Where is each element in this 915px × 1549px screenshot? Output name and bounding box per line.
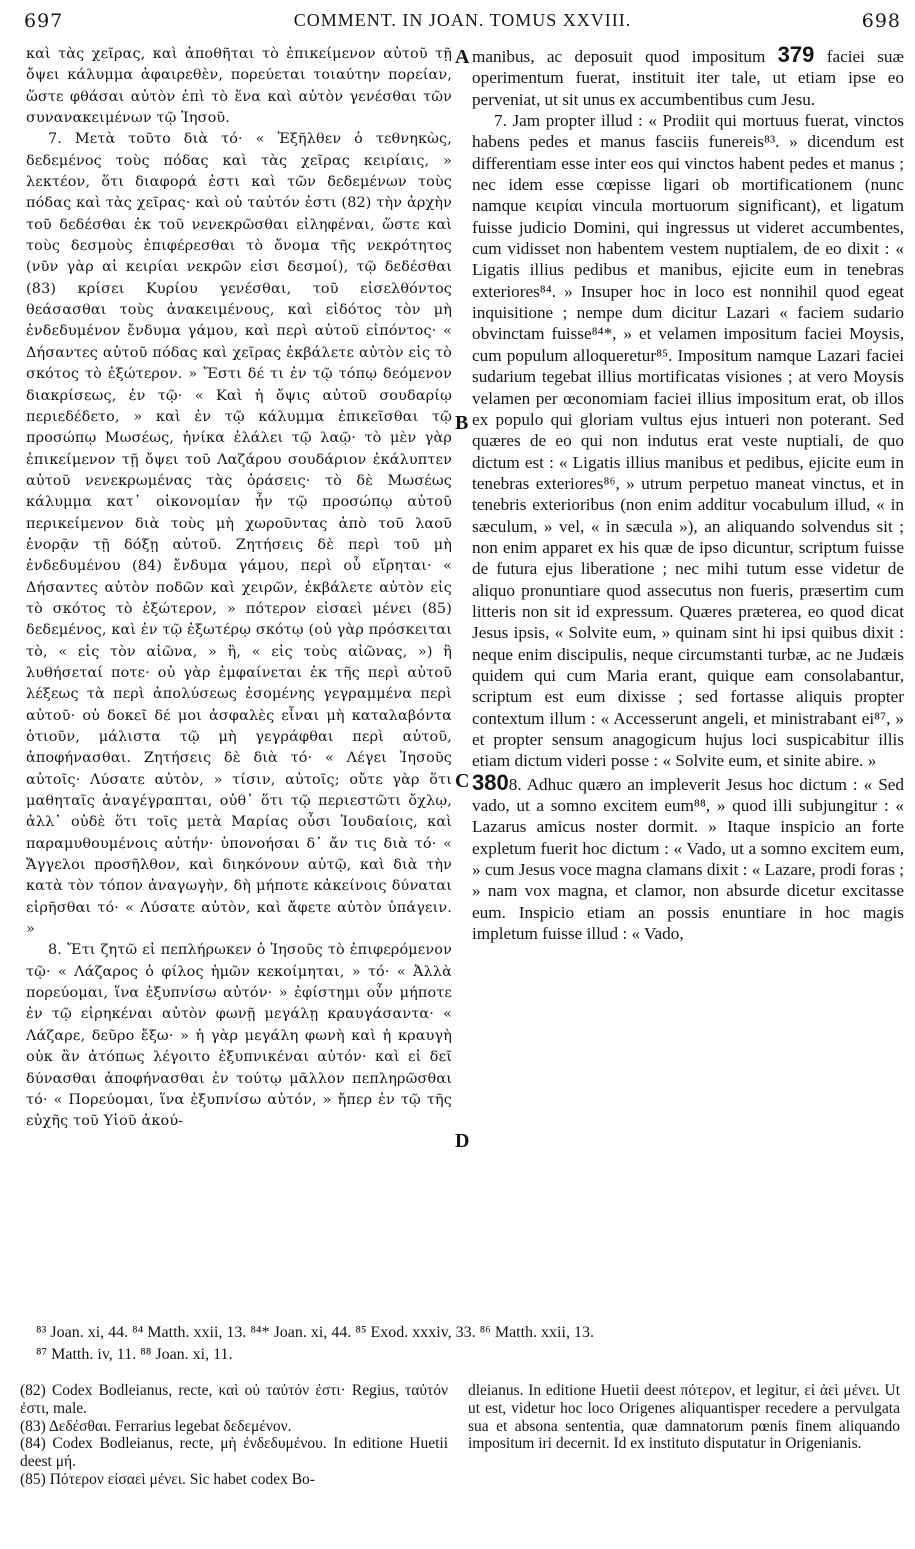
latin-paragraph-8	[472, 769, 904, 945]
column-number-379: 379	[777, 42, 815, 67]
column-number-380: 380	[472, 769, 509, 795]
margin-letter-c: C	[455, 770, 470, 792]
critical-note: (83) Δεδέσθαι. Ferrarius legebat δεδεμένον.	[20, 1417, 292, 1435]
greek-column	[26, 44, 452, 1133]
critical-note: dleianus. In editione Huetii deest πότερον, et legitur, εἰ ἀεὶ μένει. Ut ut est, videtur hoc loco Origenes aliquantisper recedere a pervulgata sua et absona sententia, quæ damnatorum pœnis finem aliquando impositum iri decernit. Id ex instituto disputatur in Origenianis.	[468, 1382, 900, 1453]
latin-paragraph-continuation	[472, 44, 904, 110]
right-page-number: 698	[861, 10, 901, 32]
margin-letter-a: A	[455, 46, 470, 68]
margin-letter-d: D	[455, 1130, 470, 1152]
margin-letter-b: B	[455, 412, 469, 434]
footnote-line: ⁸³ Joan. xi, 44. ⁸⁴ Matth. xxii, 13. ⁸⁴* Joan. xi, 44. ⁸⁵ Exod. xxxiv, 33. ⁸⁶ Matth. xxii, 13.	[36, 1324, 594, 1341]
latin-paragraph-7: 7. Jam propter illud : « Prodiit qui mortuus fuerat, vinctos habens pedes et manus fasciis funereis⁸³. » dicendum est differentiam esse inter eos qui vinctos habent pedes et manus ; nec idem esse cœpisse ligari ob mortificationem (nunc namque κειρίαι vincula mortuorum significant), et ligatum fuisse judicio Domini, qui ingressus ut videret accumbentes, cum vidisset non habentem vestem nuptialem, de eo dixit : « Ligatis illius pedibus et manibus, ejicite eum in tenebras exteriores⁸⁴. » Insuper hoc in loco est nonnihil quod egeat inquisitione ; nempe dum dicitur Lazari « faciem sudario obvinctam fuisse⁸⁴*, » et velamen impositum faciei Moysis, cum populum alloqueretur⁸⁵. Impositum namque Lazari faciei sudarium tegebat illius mortificatas visiones ; at vero Moysis velamen per œconomiam faciei illius impositum erat, ob illos ex populo qui gloriam vultus ejus intueri non poterant. Sed quæres de eo qui non indutus erat veste nuptiali, de quo dictum est : « Ligatis illius manibus et pedibus, ejicite eum in tenebras exteriores⁸⁶, » utrum perpetuo maneat vinctus, et in tenebris exterioribus (non enim additur vocabulum illud, « in sæculum, » vel, « in sæcula »), an aliquando solvendus sit ; non enim apparet ex his quæ de ipso dicuntur, scriptum fuisse de futura ejus liberatione ; nec mihi tutum esse videtur de aliquo pronuntiare quod assecutus non fueris, præsertim cum litteris non sit id expressum. Quæres præterea, eo quod dicat Jesus ipsis, « Solvite eum, » quinam sint hi ipsi quibus dixit : neque enim discipulis, neque circumstanti turbæ, ac ne Judæis quidem qui cum Maria erant, quique eam consolabantur, scriptum est eum dixisse ; sed fortasse aliquis propter contextum illum : « Accesserunt angeli, et ministrabant ei⁸⁷, » et propter sensum anagogicum hujus loci suspicabitur illis etiam dictum videri posse : « Solvite eum, et sinite abire. »	[472, 111, 904, 771]
critical-note: (84) Codex Bodleianus, recte, μὴ ἐνδεδυμένου. In editione Huetii deest μή.	[20, 1435, 448, 1471]
footnote-line: ⁸⁷ Matth. iv, 11. ⁸⁸ Joan. xi, 11.	[36, 1346, 233, 1363]
greek-paragraph-7: 7. Μετὰ τοῦτο διὰ τό· « Ἐξῆλθεν ὁ τεθνηκὼς, δεδεμένος τοὺς πόδας καὶ τὰς χεῖρας κειρίαις, » λεκτέον, ὅτι διαφορά ἐστι καὶ τῶν δεδεμένων τοὺς πόδας καὶ τὰς χεῖρας· καὶ οὐ ταὐτόν ἐστι (82) τὴν ἀρχὴν τοῦ δεδέσθαι ἐκ τοῦ νενεκρῶσθαι εἰληφέναι, ὥστε καὶ τοὺς δεσμοὺς ἐπιφέρεσθαι τὸ ὄνομα τῆς νεκρότητος (νῦν γὰρ αἱ κειρίαι νεκρῶν εἰσι δεσμοί), τῷ δεδέσθαι (83) κρίσει Κυρίου γενέσθαι, τοῦ εἰσελθόντος θεάσασθαι τοὺς ἀνακειμένους, καὶ εἰδότος τὸν μὴ ἐνδεδυμένον ἔνδυμα γάμου, καὶ περὶ αὐτοῦ εἰπόντος· « Δήσαντες αὐτοῦ πόδας καὶ χεῖρας ἐκβάλετε αὐτὸν εἰς τὸ σκότος τὸ ἐξώτερον. » Ἔστι δέ τι ἐν τῷ τόπῳ δεόμενον διακρίσεως, ἐν τῷ· « Καὶ ἡ ὄψις αὐτοῦ σουδαρίῳ περιεδέδετο, » καὶ ἐν τῷ κάλυμμα ἐπικεῖσθαι τῷ προσώπῳ Μωσέως, ἡνίκα ἐλάλει τῷ λαῷ· τὸ μὲν γὰρ ἐπικείμενον τῇ ὄψει τοῦ Λαζάρου σουδάριον ἐκάλυπτεν αὐτοῦ νενεκρωμένας τὰς ὁράσεις· τὸ δὲ Μωσέως κάλυμμα κατ᾽ οἰκονομίαν ἦν τῷ προσώπῳ αὐτοῦ περικείμενον διὰ τοὺς μὴ χωροῦντας ἀπὸ τοῦ λαοῦ ἐνορᾷν τῇ δόξῃ αὐτοῦ. Ζητήσεις δὲ περὶ τοῦ μὴ ἐνδεδυμένου (84) ἔνδυμα γάμου, περὶ οὗ εἴρηται· « Δήσαντες αὐτὸν ποδῶν καὶ χειρῶν, ἐκβάλετε αὐτὸν εἰς τὸ σκότος τὸ ἐξώτερον, » πότερον εἰσαεὶ μένει (85) δεδεμένος, καὶ ἐν τῷ ἐξωτέρῳ σκότῳ (οὐ γὰρ πρόσκειται τὸ, « εἰς τὸν αἰῶνα, » ἢ, « εἰς τοὺς αἰῶνας, ») ἢ λυθήσεταί ποτε· οὐ γὰρ ἐμφαίνεται ἐκ τῆς περὶ αὐτοῦ λέξεως τὰ περὶ ἀπολύσεως ἐσομένης γεγραμμένα περὶ αὐτοῦ· οὐ δοκεῖ δέ μοι ἀσφαλὲς εἶναι μὴ καταλαβόντα ὁτιοῦν, μάλιστα τῷ μὴ γεγράφθαι περὶ αὐτοῦ, ἀποφήνασθαι. Ζητήσεις δὲ διὰ τό· « Λέγει Ἰησοῦς αὐτοῖς· Λύσατε αὐτὸν, » τίσιν, αὐτοῖς; οὔτε γὰρ ὅτι μαθηταῖς ἀναγέγραπται, οὐθ᾽ ὅτι τῷ περιεστῶτι ὄχλῳ, ἀλλ᾽ οὐδὲ ὅτι τοῖς μετὰ Μαρίας οὖσι Ἰουδαίοις, καὶ παραμυθουμένοις αὐτήν· ὑπονοήσαι δ᾽ ἄν τις διὰ τό· « Ἄγγελοι προσῆλθον, καὶ διηκόνουν αὐτῷ, καὶ διὰ τὴν κατὰ τὸν τόπον ἀναγωγὴν, δὴ μήποτε κἀκείνοις δύναται εἰρῆσθαι τό· « Λύσατε αὐτὸν, καὶ ἄφετε αὐτὸν ὑπάγειν. »	[26, 131, 452, 938]
critical-notes-right	[468, 1382, 900, 1453]
left-page-number: 697	[24, 10, 64, 32]
critical-note: (85) Πότερον εἰσαεὶ μένει. Sic habet codex Bo-	[20, 1470, 315, 1488]
greek-paragraph-8: 8. Ἔτι ζητῶ εἰ πεπλήρωκεν ὁ Ἰησοῦς τὸ ἐπιφερόμενον τῷ· « Λάζαρος ὁ φίλος ἡμῶν κεκοίμηται, » τό· « Ἀλλὰ πορεύομαι, ἵνα ἐξυπνίσω αὐτόν· » ἐφίστημι οὖν μήποτε ἐν τῷ εἰρηκέναι αὐτὸν φωνῇ μεγάλῃ κραυγάσαντα· « Λάζαρε, δεῦρο ἔξω· » ἡ γὰρ μεγάλη φωνὴ καὶ ἡ κραυγὴ οὐκ ἂν ἀτόπως λέγοιτο ἐξυπνικέναι αὐτόν· καὶ εἰ δεῖ δύνασθαι ἀποφήνασθαι ἐν τούτῳ μᾶλλον πεπληρῶσθαι τό· « Πορεύομαι, ἵνα ἐξυπνίσω αὐτόν, » ἤπερ ἐν τῷ τῆς εὐχῆς τοῦ Υἱοῦ ἀκού-	[26, 942, 452, 1130]
scripture-footnotes	[36, 1322, 896, 1366]
running-title: COMMENT. IN JOAN. TOMUS XXVIII.	[293, 10, 632, 30]
latin-column	[472, 44, 904, 944]
critical-note: (82) Codex Bodleianus, recte, καὶ οὐ ταὐτόν ἐστι· Regius, ταὐτόν ἐστι, male.	[20, 1382, 448, 1417]
page-header	[24, 8, 901, 36]
latin-text-segment: manibus, ac deposuit quod impositum	[472, 47, 766, 66]
latin-text-segment: faciei suæ operimentum fuerat, instituit iter tale, ut etiam ipse eo perveniat, ut sit unus ex accumbentibus cum Jesu.	[472, 47, 904, 109]
greek-paragraph-continuation: καὶ τὰς χεῖρας, καὶ ἀποθῆται τὸ ἐπικείμενον αὐτοῦ τῇ ὄψει κάλυμμα ἀφαιρεθὲν, πορεύεται τοιαύτην πορείαν, ὥστε φθάσαι αὐτὸν ἐπὶ τὸ ἕνα καὶ αὐτὸν γενέσθαι τῶν συνανακειμένων τῷ Ἰησοῦ.	[26, 46, 452, 127]
critical-notes-left	[20, 1382, 448, 1489]
latin-text-segment: 8. Adhuc quæro an impleverit Jesus hoc dictum : « Sed vado, ut a somno excitem eum⁸⁸, » quod illi subjungitur : « Lazarus amicus noster dormit. » Itaque inspicio an forte expletum fuerit hoc dictum : « Vado, ut a somno excitem eum, » cum Jesus voce magna clamans dixit : « Lazare, prodi foras ; » nam vox magna, et clamor, non absurde dicetur excitasse eum. Inspicio etiam an possis enuntiare in hoc magis impletum fuisse illud : « Vado,	[472, 774, 904, 944]
